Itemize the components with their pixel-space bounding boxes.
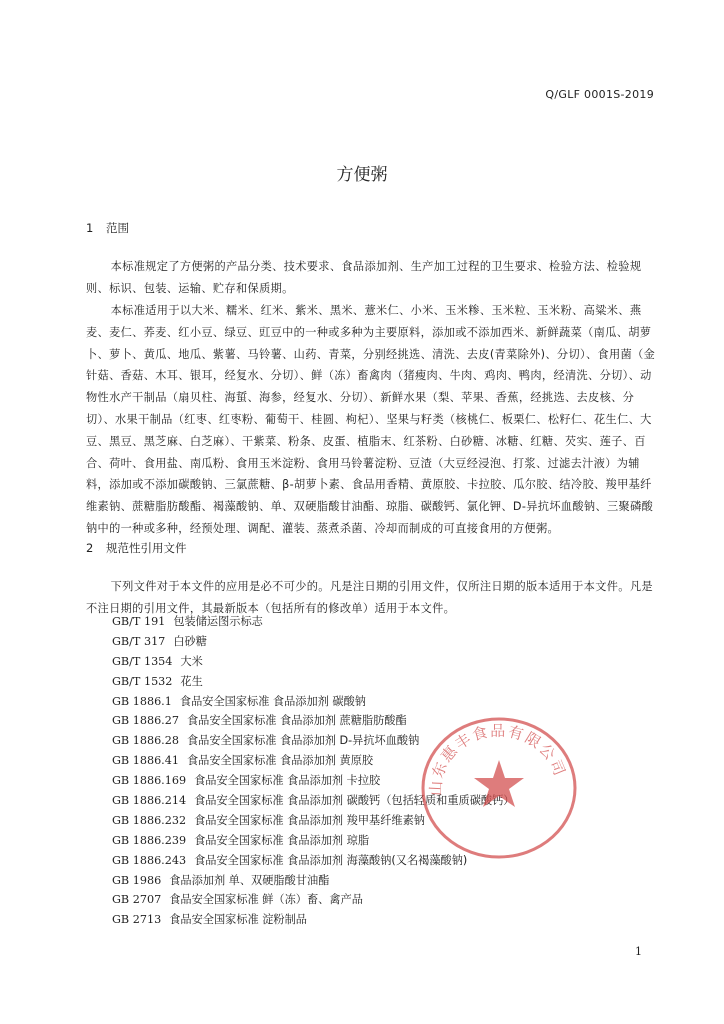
scope-paragraph-1: 本标准规定了方便粥的产品分类、技术要求、食品添加剂、生产加工过程的卫生要求、检验方法、检验规则、标识、包装、运输、贮存和保质期。	[86, 260, 642, 295]
reference-title: 食品安全国家标准 食品添加剂 碳酸钠	[179, 694, 366, 708]
reference-code: GB/T 317	[112, 634, 166, 648]
reference-title: 食品安全国家标准 食品添加剂 卡拉胶	[194, 774, 381, 788]
reference-code: GB 1886.232	[112, 813, 187, 827]
reference-title: 食品安全国家标准 食品添加剂 碳酸钙（包括轻质和重质碳酸钙）	[194, 794, 515, 808]
reference-code: GB/T 1354	[112, 654, 173, 668]
reference-title: 食品添加剂 单、双硬脂酸甘油酯	[169, 873, 330, 887]
reference-code: GB 1886.169	[112, 774, 187, 788]
reference-title: 包装储运图示标志	[173, 615, 263, 628]
reference-title: 食品安全国家标准 食品添加剂 羧甲基纤维素钠	[194, 813, 425, 827]
reference-title: 食品安全国家标准 淀粉制品	[169, 913, 307, 927]
section-number: 1	[86, 221, 94, 235]
references-intro-paragraph: 下列文件对于本文件的应用是必不可少的。凡是注日期的引用文件，仅所注日期的版本适用于本文件。凡是不注日期的引用文件，其最新版本（包括所有的修改单）适用于本文件。	[86, 580, 653, 615]
scope-paragraph-2: 本标准适用于以大米、糯米、红米、紫米、黑米、薏米仁、小米、玉米糁、玉米粒、玉米粉、高粱米、燕麦、麦仁、荞麦、红小豆、绿豆、豇豆中的一种或多种为主要原料，添加或不添加西米、新鲜蔬菜（南瓜、胡萝卜、萝卜、黄瓜、地瓜、紫薯、马铃薯、山药、青菜，分别经挑选、清洗、去皮(青菜除外)、分切）、食用菌（金针菇、香菇、木耳、银耳，经复水、分切）、鲜（冻）畜禽肉（猪瘦肉、牛肉、鸡肉、鸭肉，经清洗、分切）、动物性水产干制品（扇贝柱、海蜇、海参，经复水、分切）、新鲜水果（梨、苹果、香蕉，经挑选、去皮核、分切）、水果干制品（红枣、红枣粉、葡萄干、桂圆、枸杞）、坚果与籽类（核桃仁、板栗仁、松籽仁、花生仁、大豆、黑豆、黑芝麻、白芝麻）、干紫菜、粉条、皮蛋、植脂末、红茶粉、白砂糖、冰糖、红糖、芡实、莲子、百合、荷叶、食用盐、南瓜粉、食用玉米淀粉、食用马铃薯淀粉、豆渣（大豆经浸泡、打浆、过滤去汁液）为辅料，添加或不添加碳酸钠、三氯蔗糖、β-胡萝卜素、食品用香精、黄原胶、卡拉胶、瓜尔胶、结冷胶、羧甲基纤维素钠、蔗糖脂肪酸酯、褐藻酸钠、单、双硬脂酸甘油酯、琼脂、碳酸钙、氯化钾、D-异抗坏血酸钠、三聚磷酸钠中的一种或多种，经预处理、调配、灌装、蒸煮杀菌、冷却而制成的可直接食用的方便粥。	[86, 304, 656, 535]
section-heading-normative-references	[86, 540, 187, 556]
reference-code: GB 1886.28	[112, 734, 179, 748]
reference-title: 食品安全国家标准 食品添加剂 琼脂	[194, 833, 370, 847]
reference-code: GB 1886.41	[112, 754, 179, 768]
reference-item	[112, 652, 514, 672]
reference-title: 食品安全国家标准 食品添加剂 蔗糖脂肪酸酯	[186, 714, 407, 728]
reference-code: GB/T 191	[112, 615, 166, 628]
section-title: 规范性引用文件	[106, 541, 187, 555]
document-title: 方便粥	[336, 165, 388, 185]
reference-code: GB 2707	[112, 893, 162, 907]
reference-code: GB 1886.243	[112, 853, 187, 867]
seal-text: 山东惠丰食品有限公司	[426, 721, 570, 797]
reference-item	[112, 672, 514, 692]
reference-code: GB 1886.27	[112, 714, 179, 728]
reference-title: 食品安全国家标准 鲜（冻）畜、禽产品	[169, 893, 363, 907]
reference-item	[112, 890, 514, 910]
reference-code: GB 1986	[112, 873, 162, 887]
seal-star-icon	[474, 760, 524, 807]
reference-title: 花生	[180, 674, 203, 688]
reference-item	[112, 910, 514, 930]
reference-code: GB 1886.1	[112, 694, 172, 708]
reference-title: 白砂糖	[173, 634, 207, 648]
reference-code: GB 1886.239	[112, 833, 187, 847]
reference-code: GB 2713	[112, 913, 162, 927]
company-seal	[418, 712, 580, 864]
reference-title: 食品安全国家标准 食品添加剂 黄原胶	[186, 754, 374, 768]
reference-title: 食品安全国家标准 食品添加剂 海藻酸钠(又名褐藻酸钠)	[194, 853, 468, 867]
standard-code: Q/GLF 0001S-2019	[545, 88, 654, 101]
reference-item	[112, 692, 514, 712]
reference-item	[112, 612, 514, 632]
page-number: 1	[635, 945, 642, 958]
reference-title: 大米	[180, 654, 203, 668]
section-heading-scope	[86, 220, 129, 236]
reference-item	[112, 871, 514, 891]
reference-code: GB/T 1532	[112, 674, 173, 688]
section-number: 2	[86, 541, 94, 555]
reference-code: GB 1886.214	[112, 794, 187, 808]
reference-title: 食品安全国家标准 食品添加剂 D-异抗坏血酸钠	[186, 734, 420, 748]
reference-item	[112, 632, 514, 652]
section-title: 范围	[106, 221, 129, 235]
